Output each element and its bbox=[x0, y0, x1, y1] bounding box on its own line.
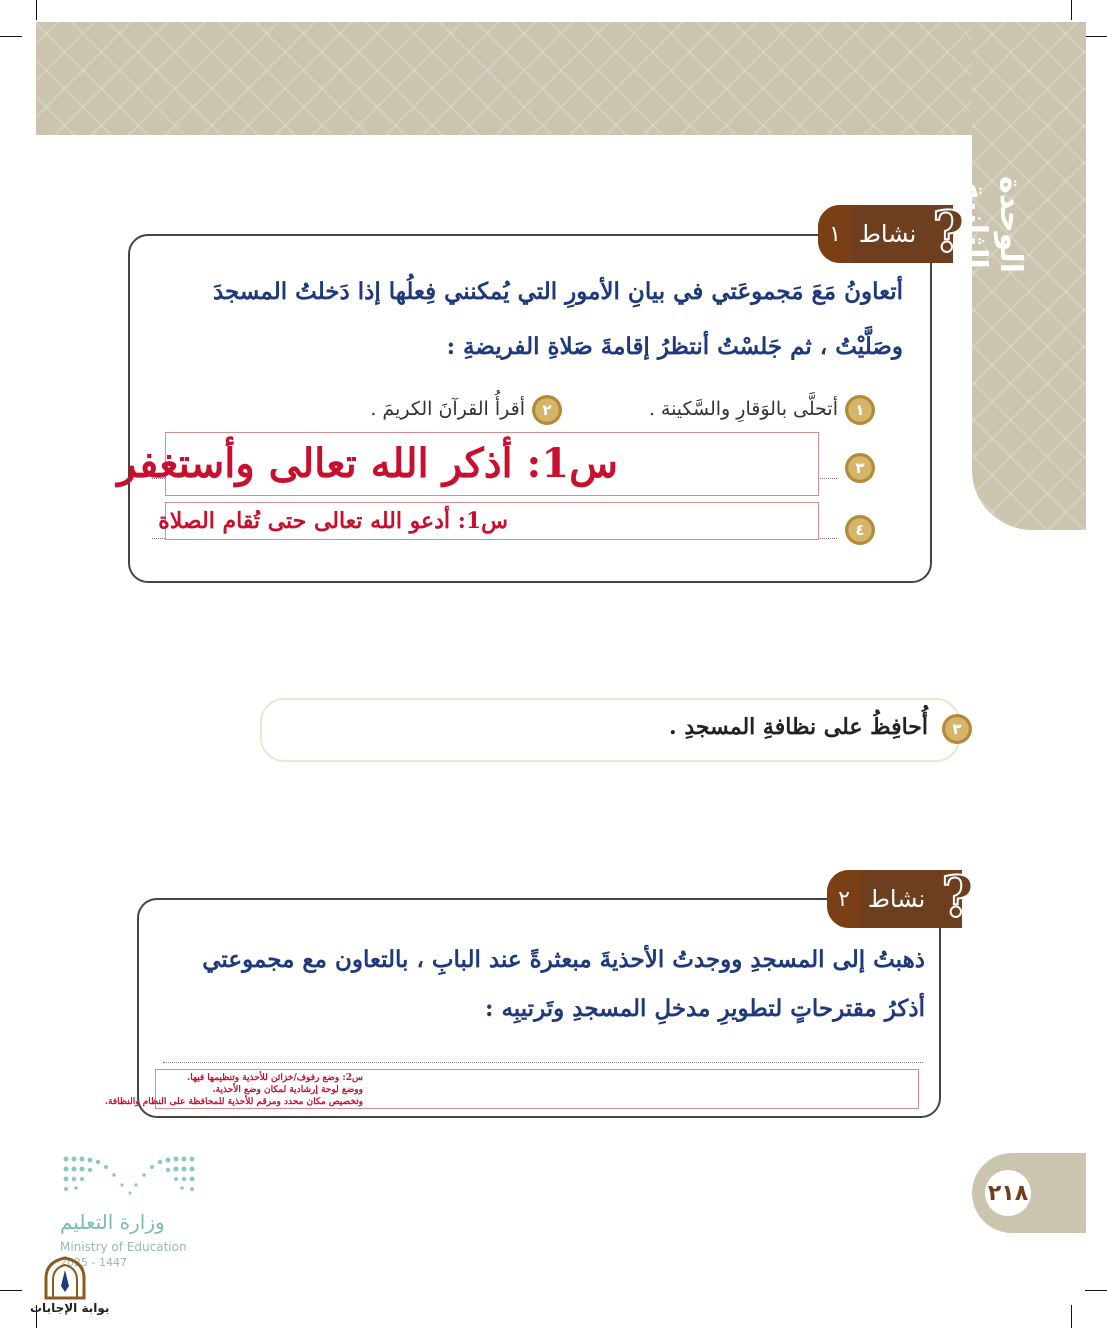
portal-name: بوابة الإجابات bbox=[30, 1301, 110, 1315]
ministry-logo-icon bbox=[62, 1155, 196, 1200]
activity-number: ٢ bbox=[827, 870, 861, 928]
ministry-name-english: Ministry of Education bbox=[60, 1240, 187, 1254]
crop-mark bbox=[36, 0, 37, 20]
unit-title: الوحدة الثانية bbox=[958, 176, 1028, 274]
activity-2-tag bbox=[827, 864, 974, 930]
crop-mark bbox=[1071, 0, 1072, 20]
activity-label: نشاط bbox=[867, 885, 926, 913]
crop-mark bbox=[0, 1290, 22, 1291]
crop-mark bbox=[0, 36, 22, 37]
ministry-name-arabic: وزارة التعليم bbox=[60, 1210, 165, 1234]
question-mark-icon: ? bbox=[932, 199, 965, 265]
crop-mark bbox=[1085, 36, 1107, 37]
item-badge-icon: ٣ bbox=[942, 714, 972, 744]
answer-line: ووضع لوحة إرشادية لمكان وضع الأحذية. bbox=[212, 1085, 363, 1095]
portal-logo-icon bbox=[40, 1256, 90, 1300]
crop-mark bbox=[1071, 1305, 1072, 1328]
page-number: ٢١٨ bbox=[985, 1170, 1031, 1216]
answer-1-field[interactable]: س1: أذكر الله تعالى وأستغفر bbox=[165, 432, 819, 496]
item-badge-icon: ١ bbox=[845, 395, 875, 425]
answer-dotted-line bbox=[163, 1062, 923, 1063]
activity-1-text-line2: وصَلَّيْتُ ، ثم جَلسْتُ أنتظرُ إقامةَ صَلاةِ الفريضةِ : bbox=[446, 333, 903, 360]
standalone-item-text: أُحافِظُ على نظافةِ المسجدِ . bbox=[669, 714, 928, 740]
activity-1-text-line1: أتعاونُ مَعَ مَجموعَتي في بيانِ الأمورِ التي يُمكنني فِعلُها إذا دَخلتُ المسجدَ bbox=[212, 278, 903, 305]
answer-line: وتخصيص مكان محدد ومرقم للأحذية للمحافظة على النظام والنظافة. bbox=[104, 1097, 363, 1107]
activity-2-text-line1: ذهبتُ إلى المسجدِ ووجدتُ الأحذيةَ مبعثرةً عند البابِ ، بالتعاون مع مجموعتي bbox=[202, 946, 925, 973]
activity-number: ١ bbox=[818, 205, 852, 263]
crop-mark bbox=[1085, 1290, 1107, 1291]
activity-label: نشاط bbox=[858, 220, 917, 248]
activity-1-tag bbox=[818, 199, 965, 265]
answer-2-field[interactable]: س1: أدعو الله تعالى حتى تُقام الصلاة bbox=[165, 502, 819, 540]
header-pattern-band bbox=[36, 22, 1086, 135]
answer-line: س2: وضع رفوف/خزائن للأحذية وتنظيمها فيها. bbox=[187, 1073, 363, 1083]
question-mark-icon: ? bbox=[941, 864, 974, 930]
item-badge-icon: ٣ bbox=[845, 453, 875, 483]
item-badge-icon: ٤ bbox=[845, 515, 875, 545]
item-2-text: أقرأُ القرآنَ الكريمَ . bbox=[370, 398, 525, 420]
activity-2-text-line2: أذكرُ مقترحاتٍ لتطويرِ مدخلِ المسجدِ وتَرتيبِه : bbox=[484, 995, 925, 1022]
ministry-year: 2025 - 1447 bbox=[60, 1256, 127, 1269]
answer-3-field[interactable] bbox=[104, 1069, 919, 1109]
item-badge-icon: ٢ bbox=[532, 395, 562, 425]
item-1-text: أتحلَّى بالوَقارِ والسَّكينة . bbox=[648, 398, 838, 420]
